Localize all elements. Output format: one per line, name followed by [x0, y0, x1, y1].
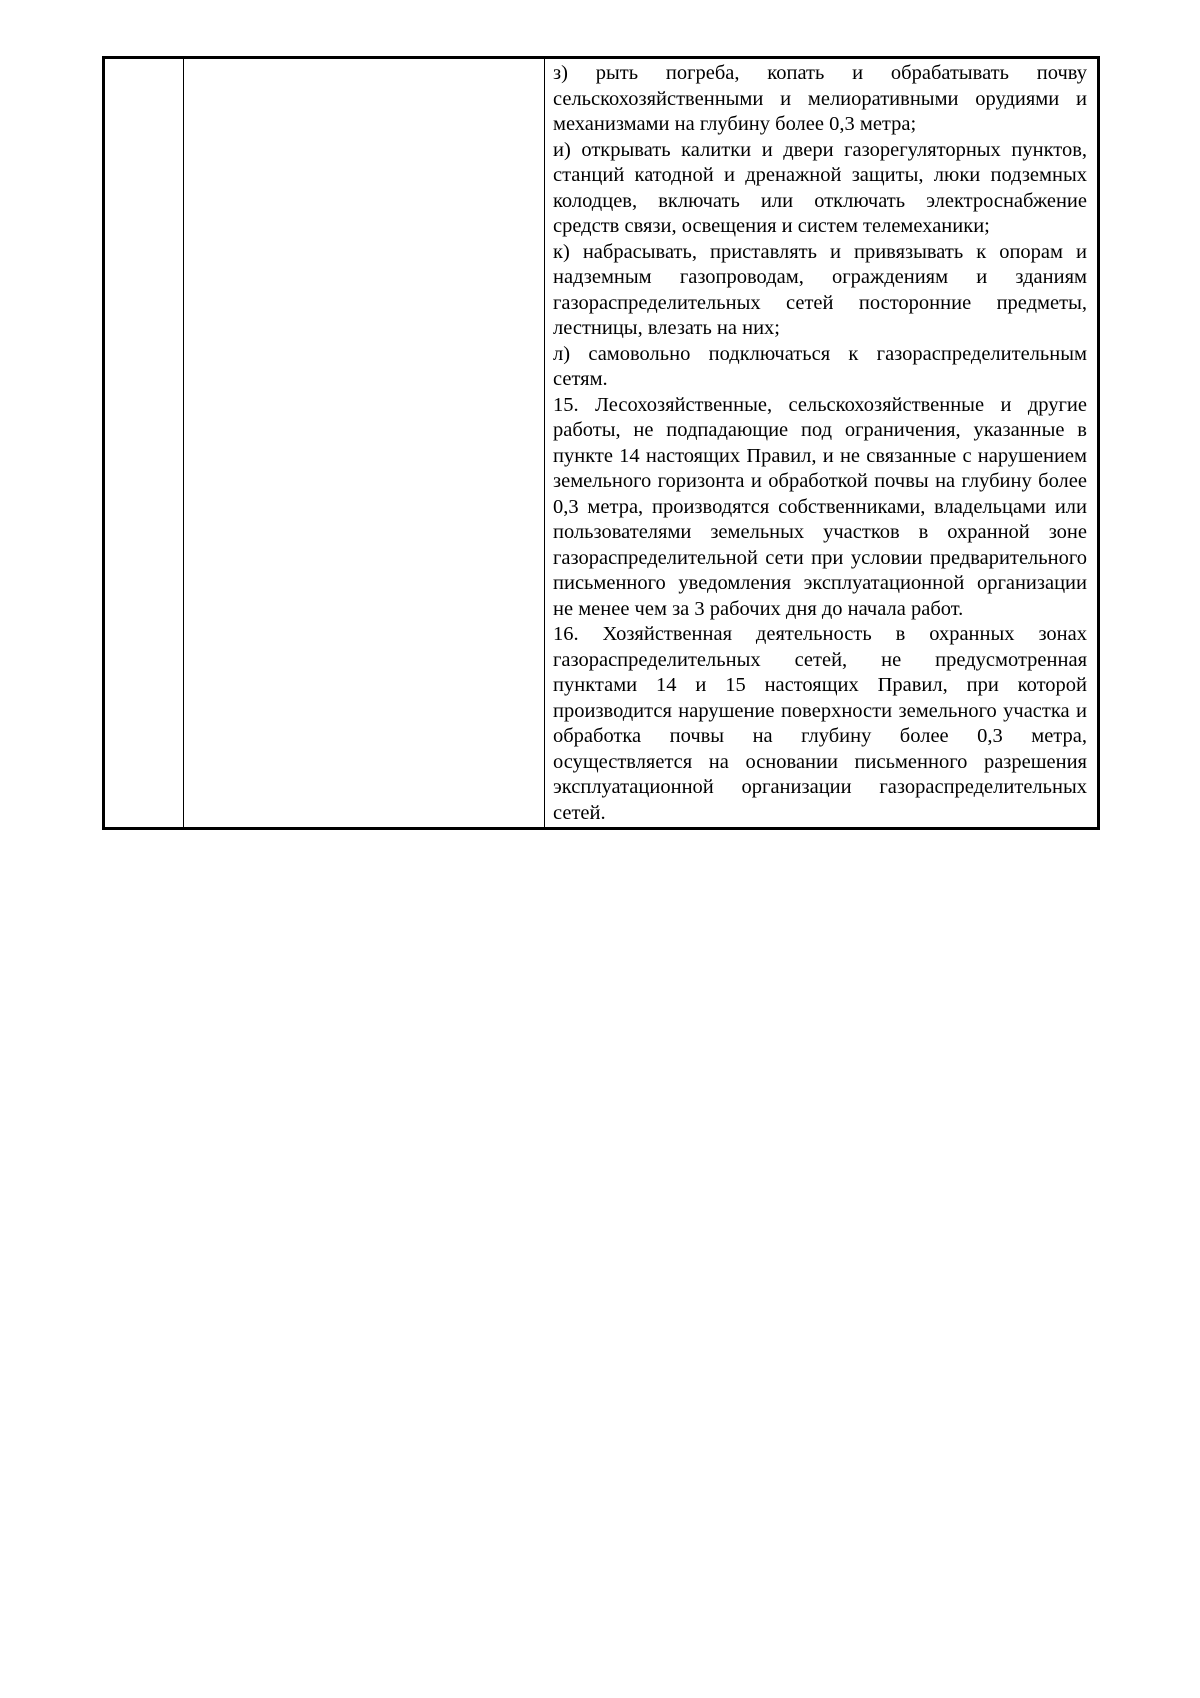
paragraph-item-i: и) открывать калитки и двери газорегуляторных пунктов, станций катодной и дренажной защиты, люки подземных колодцев, включать или отключать электроснабжение средств связи, освещения и систем телемеханики; — [553, 138, 1087, 237]
paragraph-clause-16: 16. Хозяйственная деятельность в охранных зонах газораспределительных сетей, не предусмотренная пунктами 14 и 15 настоящих Правил, при которой производится нарушение поверхности земельного участка и обработка почвы на глубину более 0,3 метра, осуществляется на основании письменного разрешения эксплуатационной организации газораспределительных сетей. — [553, 623, 1087, 824]
table-row — [104, 58, 1099, 829]
content-text — [553, 61, 1087, 826]
paragraph-item-z: з) рыть погреба, копать и обрабатывать почву сельскохозяйственными и мелиоративными орудиями и механизмами на глубину более 0,3 метра; — [553, 62, 1087, 135]
table-cell-number — [104, 58, 184, 829]
paragraph-item-l: л) самовольно подключаться к газораспределительным сетям. — [553, 342, 1087, 390]
paragraph-item-k: к) набрасывать, приставлять и привязывать к опорам и надземным газопроводам, ограждениям и зданиям газораспределительных сетей посторонние предметы, лестницы, влезать на них; — [553, 240, 1087, 339]
table-cell-content — [545, 58, 1099, 829]
regulation-table — [102, 56, 1100, 830]
table-cell-subject — [184, 58, 545, 829]
paragraph-clause-15: 15. Лесохозяйственные, сельскохозяйственные и другие работы, не подпадающие под ограничения, указанные в пункте 14 настоящих Правил, и не связанные с нарушением земельного горизонта и обработкой почвы на глубину более 0,3 метра, производятся собственниками, владельцами или пользователями земельных участков в охранной зоне газораспределительной сети при условии предварительного письменного уведомления эксплуатационной организации не менее чем за 3 рабочих дня до начала работ. — [553, 393, 1087, 620]
